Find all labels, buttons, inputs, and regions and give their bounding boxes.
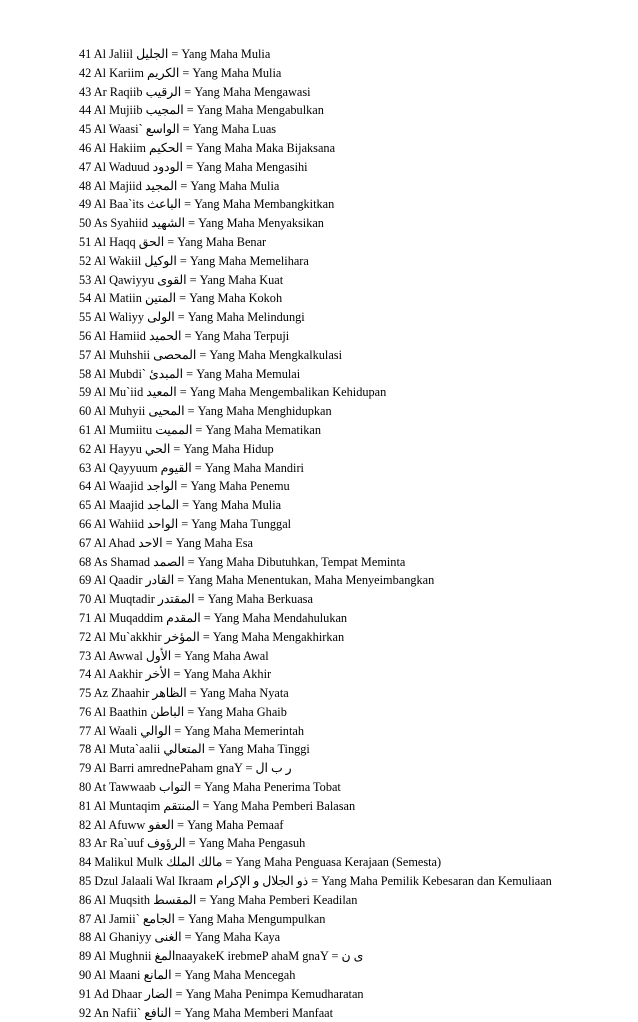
list-item xyxy=(79,252,552,271)
list-item xyxy=(79,665,552,684)
list-item-text: 72 Al Mu`akkhir المؤخر = Yang Maha Mengakhirkan xyxy=(79,629,345,644)
list-item xyxy=(79,233,552,252)
list-item-text: 45 Al Waasi` الواسع = Yang Maha Luas xyxy=(79,122,277,137)
list-item-text: 46 Al Hakiim الحكيم = Yang Maha Maka Bijaksana xyxy=(79,140,336,155)
list-item xyxy=(79,271,552,290)
list-item-text: 53 Al Qawiyyu القوى = Yang Maha Kuat xyxy=(79,272,284,287)
list-item-text: 92 An Nafii` النافع = Yang Maha Memberi Manfaat xyxy=(79,1005,334,1020)
list-item-text: 77 Al Waali الوالي = Yang Maha Memerintah xyxy=(79,723,304,738)
list-item xyxy=(79,722,552,741)
list-item xyxy=(79,496,552,515)
list-item xyxy=(79,383,552,402)
list-item-text: 61 Al Mumiitu المميت = Yang Maha Mematikan xyxy=(79,422,321,437)
list-item-text: 41 Al Jaliil الجليل = Yang Maha Mulia xyxy=(79,47,271,61)
list-item xyxy=(79,759,552,778)
list-item xyxy=(79,101,552,120)
list-item-text: 49 Al Baa`its الباعث = Yang Maha Membangkitkan xyxy=(79,197,335,212)
list-item-text: 60 Al Muhyii المحيى = Yang Maha Menghidupkan xyxy=(79,404,332,419)
list-item xyxy=(79,45,552,64)
list-item xyxy=(79,308,552,327)
list-item xyxy=(79,778,552,797)
list-item xyxy=(79,459,552,478)
list-item xyxy=(79,853,552,872)
list-item-text: 56 Al Hamiid الحميد = Yang Maha Terpuji xyxy=(79,328,290,343)
list-item xyxy=(79,684,552,703)
list-item xyxy=(79,571,552,590)
list-item xyxy=(79,872,552,891)
list-item-text: 76 Al Baathin الباطن = Yang Maha Ghaib xyxy=(79,704,287,719)
list-item xyxy=(79,966,552,985)
list-item xyxy=(79,797,552,816)
list-item-text: 90 Al Maani المانع = Yang Maha Mencegah xyxy=(79,968,296,983)
list-item xyxy=(79,703,552,722)
list-item xyxy=(79,421,552,440)
list-item-text: 84 Malikul Mulk مالك الملك = Yang Maha Penguasa Kerajaan (Semesta) xyxy=(79,855,442,870)
list-item-text: 62 Al Hayyu الحي = Yang Maha Hidup xyxy=(79,441,274,456)
list-item xyxy=(79,816,552,835)
list-item xyxy=(79,590,552,609)
list-item-text: 47 Al Waduud الودود = Yang Maha Mengasihi xyxy=(79,159,308,174)
list-item xyxy=(79,214,552,233)
list-item xyxy=(79,891,552,910)
list-item xyxy=(79,834,552,853)
list-item-text: 57 Al Muhshii المحصى = Yang Maha Mengkalkulasi xyxy=(79,347,342,362)
list-item-text: 58 Al Mubdi` المبدئ = Yang Maha Memulai xyxy=(79,366,301,381)
list-item-text: 86 Al Muqsith المقسط = Yang Maha Pemberi Keadilan xyxy=(79,892,358,907)
list-item xyxy=(79,365,552,384)
list-item xyxy=(79,327,552,346)
list-item-text: 79 Al Barri amrednePaham gnaY = ر ب ال xyxy=(79,761,292,776)
list-item xyxy=(79,985,552,1004)
list-item-text: 67 Al Ahad الاحد = Yang Maha Esa xyxy=(79,535,253,550)
list-item xyxy=(79,346,552,365)
list-item xyxy=(79,947,552,966)
list-item-text: 63 Al Qayyuum القيوم = Yang Maha Mandiri xyxy=(79,460,304,475)
list-item-text: 50 As Syahiid الشهيد = Yang Maha Menyaksikan xyxy=(79,216,324,231)
list-item-text: 83 Ar Ra`uuf الرؤوف = Yang Maha Pengasuh xyxy=(79,836,306,851)
list-item-text: 91 Ad Dhaar الضار = Yang Maha Penimpa Kemudharatan xyxy=(79,986,364,1001)
list-item-text: 64 Al Waajid الواجد = Yang Maha Penemu xyxy=(79,479,290,494)
list-item xyxy=(79,120,552,139)
list-item xyxy=(79,910,552,929)
list-item-text: 87 Al Jamii` الجامع = Yang Maha Mengumpulkan xyxy=(79,911,326,926)
list-item xyxy=(79,928,552,947)
list-item-text: 89 Al Mughnii المغnaayakeK irebmeP ahaM gnaY = ى ن xyxy=(79,949,364,964)
list-item xyxy=(79,553,552,572)
list-item xyxy=(79,477,552,496)
list-item-text: 88 Al Ghaniyy الغنى = Yang Maha Kaya xyxy=(79,930,281,945)
list-item-text: 81 Al Muntaqim المنتقم = Yang Maha Pemberi Balasan xyxy=(79,798,356,813)
list-item xyxy=(79,139,552,158)
list-item-text: 75 Az Zhaahir الظاهر = Yang Maha Nyata xyxy=(79,686,289,701)
list-item xyxy=(79,515,552,534)
list-item-text: 42 Al Kariim الكريم = Yang Maha Mulia xyxy=(79,65,282,80)
list-item xyxy=(79,158,552,177)
list-item-text: 48 Al Majiid المجيد = Yang Maha Mulia xyxy=(79,178,280,193)
list-item-text: 52 Al Wakiil الوكيل = Yang Maha Memelihara xyxy=(79,253,309,268)
list-item xyxy=(79,628,552,647)
list-item-text: 78 Al Muta`aalii المتعالي = Yang Maha Tinggi xyxy=(79,742,310,757)
list-item-text: 59 Al Mu`iid المعيد = Yang Maha Mengembalikan Kehidupan xyxy=(79,385,387,400)
list-item-text: 51 Al Haqq الحق = Yang Maha Benar xyxy=(79,234,267,249)
list-item-text: 74 Al Aakhir الأخر = Yang Maha Akhir xyxy=(79,667,272,682)
list-item-text: 70 Al Muqtadir المقتدر = Yang Maha Berkuasa xyxy=(79,592,313,607)
list-item-text: 80 At Tawwaab التواب = Yang Maha Penerima Tobat xyxy=(79,780,341,795)
list-item xyxy=(79,1004,552,1022)
list-item xyxy=(79,402,552,421)
asmaul-husna-list xyxy=(79,45,552,1022)
list-item xyxy=(79,83,552,102)
list-item-text: 44 Al Mujiib المجيب = Yang Maha Mengabulkan xyxy=(79,103,324,118)
list-item-text: 85 Dzul Jalaali Wal Ikraam ذو الجلال و الإكرام = Yang Maha Pemilik Kebesaran dan Kemuliaan xyxy=(79,874,552,889)
list-item-text: 68 As Shamad الصمد = Yang Maha Dibutuhkan, Tempat Meminta xyxy=(79,554,406,569)
list-item-text: 82 Al Afuww العفو = Yang Maha Pemaaf xyxy=(79,817,284,832)
list-item xyxy=(79,289,552,308)
list-item-text: 69 Al Qaadir القادر = Yang Maha Menentukan, Maha Menyeimbangkan xyxy=(79,573,435,588)
list-item xyxy=(79,647,552,666)
list-item xyxy=(79,740,552,759)
list-item-text: 66 Al Wahiid الواحد = Yang Maha Tunggal xyxy=(79,516,292,531)
list-item xyxy=(79,609,552,628)
list-item xyxy=(79,64,552,83)
list-item-text: 54 Al Matiin المتين = Yang Maha Kokoh xyxy=(79,291,283,306)
list-item-text: 55 Al Waliyy الولى = Yang Maha Melindungi xyxy=(79,310,305,325)
list-item xyxy=(79,177,552,196)
list-item xyxy=(79,440,552,459)
list-item-text: 65 Al Maajid الماجد = Yang Maha Mulia xyxy=(79,498,282,513)
list-item xyxy=(79,195,552,214)
list-item xyxy=(79,534,552,553)
list-item-text: 71 Al Muqaddim المقدم = Yang Maha Mendahulukan xyxy=(79,610,348,625)
list-item-text: 43 Ar Raqiib الرقيب = Yang Maha Mengawasi xyxy=(79,84,311,99)
list-item-text: 73 Al Awwal الأول = Yang Maha Awal xyxy=(79,648,269,663)
